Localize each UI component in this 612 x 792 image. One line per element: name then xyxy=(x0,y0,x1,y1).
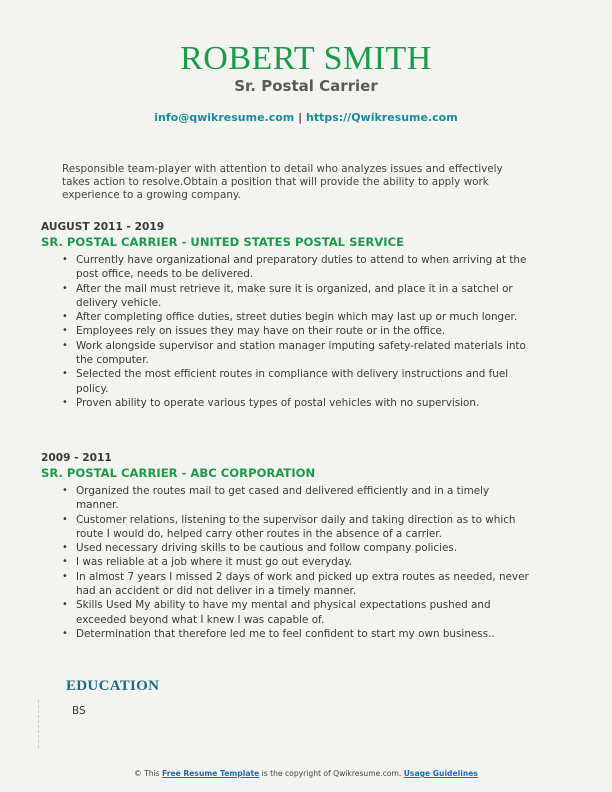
list-item xyxy=(62,324,531,338)
list-item xyxy=(62,627,531,641)
free-resume-template-link[interactable]: Free Resume Template xyxy=(162,769,260,778)
bullet-icon: • xyxy=(62,254,68,265)
experience-dates: AUGUST 2011 - 2019 xyxy=(41,221,165,233)
bullet-text: Currently have organizational and preparatory duties to attend to when arriving at the post office, needs to be delivered. xyxy=(76,254,527,281)
list-item xyxy=(62,310,531,324)
bullet-icon: • xyxy=(62,542,68,554)
experience-role: SR. POSTAL CARRIER - UNITED STATES POSTAL SERVICE xyxy=(41,235,405,249)
footer-middle: is the copyright of Qwikresume.com. xyxy=(261,769,402,778)
bullet-icon: • xyxy=(62,325,68,337)
bullet-icon: • xyxy=(62,485,68,496)
list-item xyxy=(62,253,531,282)
bullet-text: After completing office duties, street duties begin which may last up or much longer. xyxy=(76,311,518,324)
bullet-text: Used necessary driving skills to be cautious and follow company policies. xyxy=(76,542,458,555)
bullet-icon: • xyxy=(62,599,68,611)
experience-entry-2 xyxy=(41,452,531,641)
website-link[interactable]: https://Qwikresume.com xyxy=(305,111,458,124)
education-heading: EDUCATION xyxy=(66,678,160,694)
list-item xyxy=(62,598,531,627)
bullet-icon: • xyxy=(62,396,68,408)
bullet-text: I was reliable at a job where it must go out everyday. xyxy=(76,556,353,569)
bullet-icon: • xyxy=(62,368,68,380)
bullet-text: Employees rely on issues they may have on their route or in the office. xyxy=(76,325,446,338)
education-divider xyxy=(38,700,39,748)
experience-bullet-list xyxy=(41,253,531,410)
experience-entry-1 xyxy=(41,221,531,410)
contact-line xyxy=(0,111,612,124)
bullet-text: Organized the routes mail to get cased and delivered efficiently and in a timely manner. xyxy=(76,485,490,512)
footer-prefix: © This xyxy=(134,769,160,778)
experience-dates: 2009 - 2011 xyxy=(41,452,112,464)
bullet-icon: • xyxy=(62,627,68,639)
bullet-text: Work alongside supervisor and station manager imputing safety-related materials into the computer. xyxy=(76,339,526,367)
bullet-text: After the mail must retrieve it, make sure it is organized, and place it in a satchel or delivery vehicle. xyxy=(76,282,513,309)
bullet-icon: • xyxy=(62,570,68,582)
footer xyxy=(0,769,612,778)
bullet-icon: • xyxy=(62,513,68,525)
experience-bullet-list xyxy=(41,484,531,641)
list-item xyxy=(62,570,531,599)
email-link[interactable]: info@qwikresume.com xyxy=(154,111,295,124)
bullet-icon: • xyxy=(62,311,68,323)
list-item xyxy=(62,367,531,396)
bullet-text: Determination that therefore led me to feel confident to start my own business.. xyxy=(76,627,495,640)
list-item xyxy=(62,541,531,555)
bullet-text: Skills Used My ability to have my mental and physical expectations pushed and exceeded beyond what I knew I was capable of. xyxy=(76,599,491,626)
bullet-text: Selected the most efficient routes in compliance with delivery instructions and fuel policy. xyxy=(76,368,509,395)
list-item xyxy=(62,282,531,311)
bullet-text: Proven ability to operate various types of postal vehicles with no supervision. xyxy=(76,396,480,409)
list-item xyxy=(62,396,531,410)
bullet-text: Customer relations, listening to the supervisor daily and taking direction as to which route I would do, helped carry other routes in the absence of a carrier. xyxy=(76,513,516,540)
job-title: Sr. Postal Carrier xyxy=(234,77,378,95)
list-item xyxy=(62,513,531,542)
summary-text: Responsible team-player with attention to detail who analyzes issues and effectively takes action to resolve.Obtain a position that will provide the ability to apply work experience to a growing company. xyxy=(62,163,503,201)
bullet-text: In almost 7 years I missed 2 days of work and picked up extra routes as needed, never had an accident or did not deliver in a timely manner. xyxy=(76,570,529,598)
list-item xyxy=(62,339,531,368)
bullet-icon: • xyxy=(62,556,68,568)
bullet-icon: • xyxy=(62,282,68,294)
experience-role: SR. POSTAL CARRIER - ABC CORPORATION xyxy=(41,466,316,480)
list-item xyxy=(62,484,531,513)
bullet-icon: • xyxy=(62,339,68,351)
education-degree: BS xyxy=(72,705,86,717)
candidate-name: ROBERT SMITH xyxy=(180,40,432,77)
contact-separator: | xyxy=(298,111,303,124)
usage-guidelines-link[interactable]: Usage Guidelines xyxy=(403,769,478,778)
list-item xyxy=(62,555,531,569)
